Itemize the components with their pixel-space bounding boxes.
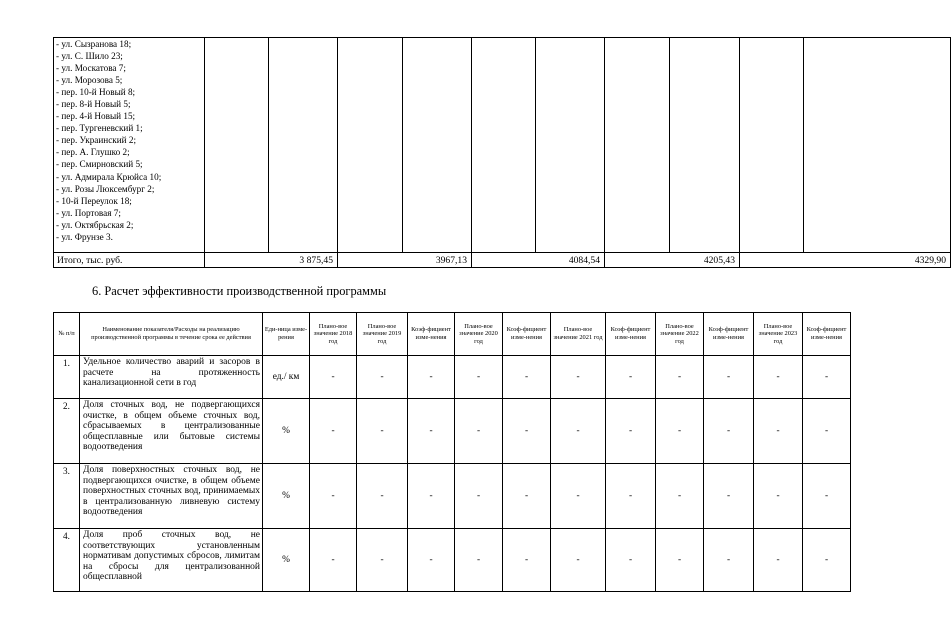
address-line: - ул. Адмирала Крюйса 10; <box>56 171 162 182</box>
address-line: - пер. 4-й Новый 15; <box>56 111 136 122</box>
unit-cell: % <box>263 464 310 529</box>
value-cell: - <box>551 464 606 529</box>
value-cell: - <box>455 529 503 592</box>
address-line: - пер. А. Глушко 2; <box>56 147 130 158</box>
value-cell: - <box>310 356 357 399</box>
column-header: Коэф-фициент изме-нения <box>704 313 754 356</box>
table-row <box>54 529 851 592</box>
row-number: 1. <box>54 356 80 399</box>
value-cell: - <box>656 399 704 464</box>
value-cell: - <box>606 529 656 592</box>
indicator-name: Доля проб сточных вод, не соответствующих установленным нормативам допустимых сбросов, лимитам на сбросы для централизованной общесплавной <box>80 529 263 592</box>
value-cell: - <box>408 529 455 592</box>
value-cell: - <box>656 356 704 399</box>
column-header: Коэф-фициент изме-нения <box>503 313 551 356</box>
value-cell: - <box>357 399 408 464</box>
address-line: - ул. Морозова 5; <box>56 75 123 86</box>
row-number: 3. <box>54 464 80 529</box>
address-line: - 10-й Переулок 18; <box>56 195 132 206</box>
column-header: Коэф-фициент изме-нения <box>803 313 851 356</box>
value-cell: - <box>357 356 408 399</box>
value-cell: - <box>551 529 606 592</box>
value-cell: - <box>803 464 851 529</box>
row-number: 2. <box>54 399 80 464</box>
value-cell: - <box>704 464 754 529</box>
value-cell: - <box>803 399 851 464</box>
value-cell: - <box>503 399 551 464</box>
value-cell: - <box>408 399 455 464</box>
value-cell: - <box>754 356 803 399</box>
value-cell: - <box>656 464 704 529</box>
total-value: 4084,54 <box>472 253 605 268</box>
address-line: - ул. Фрунзе 3. <box>56 231 113 242</box>
address-line: - пер. Смирновский 5; <box>56 159 143 170</box>
section-title: 6. Расчет эффективности производственной программы <box>92 284 387 298</box>
value-cell: - <box>754 529 803 592</box>
program-cost-table <box>53 37 951 268</box>
total-value: 3967,13 <box>338 253 472 268</box>
value-cell: - <box>704 356 754 399</box>
column-header: Коэф-фициент изме-нения <box>408 313 455 356</box>
header-row <box>54 313 851 356</box>
address-line: - пер. Тургеневский 1; <box>56 123 143 134</box>
address-list <box>56 38 202 243</box>
value-cell: - <box>455 356 503 399</box>
value-cell: - <box>606 399 656 464</box>
totals-row <box>54 253 951 268</box>
indicator-name: Удельное количество аварий и засоров в расчете на протяженность канализационной сети в год <box>80 356 263 399</box>
value-cell: - <box>357 464 408 529</box>
value-cell: - <box>408 356 455 399</box>
table-row <box>54 464 851 529</box>
value-cell: - <box>455 464 503 529</box>
column-header: Плано-вое значение 2018 год <box>310 313 357 356</box>
value-cell: - <box>704 399 754 464</box>
column-header: Коэф-фициент изме-нения <box>606 313 656 356</box>
unit-cell: ед./ км <box>263 356 310 399</box>
value-cell: - <box>357 529 408 592</box>
column-header: Наименование показателя/Расходы на реализацию производственной программы в течение срока ее действия <box>80 313 263 356</box>
value-cell: - <box>551 399 606 464</box>
value-cell: - <box>503 464 551 529</box>
address-line: - ул. Октябрьская 2; <box>56 219 134 230</box>
address-line: - ул. С. Шило 23; <box>56 51 123 62</box>
value-cell: - <box>704 529 754 592</box>
indicator-name: Доля поверхностных сточных вод, не подвергающихся очистке, в общем объеме поверхностных сточных вод, принимаемых в централизованную ливневую систему водоотведения <box>80 464 263 529</box>
value-cell: - <box>310 529 357 592</box>
address-line: - ул. Сызранова 18; <box>56 39 132 49</box>
address-line: - ул. Розы Люксембург 2; <box>56 183 155 194</box>
column-header: Еди-ница изме-рения <box>263 313 310 356</box>
unit-cell: % <box>263 399 310 464</box>
value-cell: - <box>503 529 551 592</box>
value-cell: - <box>656 529 704 592</box>
row-number: 4. <box>54 529 80 592</box>
value-cell: - <box>754 464 803 529</box>
value-cell: - <box>606 464 656 529</box>
value-cell: - <box>310 464 357 529</box>
table-row <box>54 399 851 464</box>
value-cell: - <box>503 356 551 399</box>
totals-label: Итого, тыс. руб. <box>54 253 205 268</box>
total-value: 3 875,45 <box>205 253 338 268</box>
address-line: - пер. Украинский 2; <box>56 135 137 146</box>
address-line: - пер. 8-й Новый 5; <box>56 99 131 110</box>
total-value: 4205,43 <box>605 253 740 268</box>
total-value: 4329,90 <box>740 253 951 268</box>
address-row <box>54 38 951 253</box>
value-cell: - <box>408 464 455 529</box>
unit-cell: % <box>263 529 310 592</box>
value-cell: - <box>754 399 803 464</box>
column-header: Плано-вое значение 2020 год <box>455 313 503 356</box>
address-line: - ул. Портовая 7; <box>56 207 121 218</box>
address-list-cell <box>54 38 205 253</box>
column-header: Плано-вое значение 2022 год <box>656 313 704 356</box>
table-row <box>54 356 851 399</box>
value-cell: - <box>455 399 503 464</box>
value-cell: - <box>803 356 851 399</box>
address-line: - ул. Москатова 7; <box>56 63 126 74</box>
value-cell: - <box>803 529 851 592</box>
value-cell: - <box>606 356 656 399</box>
column-header: Плано-вое значение 2021 год <box>551 313 606 356</box>
value-cell: - <box>310 399 357 464</box>
column-header: № п/п <box>54 313 80 356</box>
column-header: Плано-вое значение 2023 год <box>754 313 803 356</box>
address-line: - пер. 10-й Новый 8; <box>56 87 136 98</box>
value-cell: - <box>551 356 606 399</box>
efficiency-table <box>53 312 851 592</box>
indicator-name: Доля сточных вод, не подвергающихся очистке, в общем объеме сточных вод, сбрасываемых в централизованные общесплавные или бытовые системы водоотведения <box>80 399 263 464</box>
column-header: Плано-вое значение 2019 год <box>357 313 408 356</box>
